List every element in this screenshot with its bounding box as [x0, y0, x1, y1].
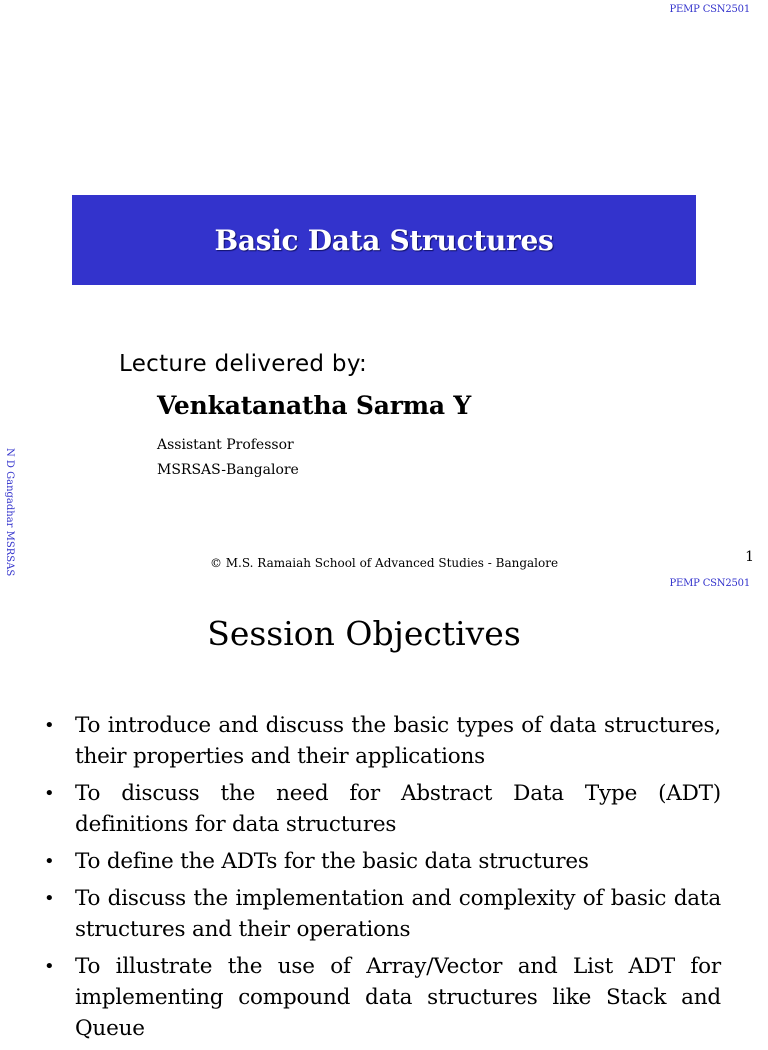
slide-title: Session Objectives	[207, 614, 521, 653]
objective-text: To discuss the need for Abstract Data Type (ADT) definitions for data structures	[75, 781, 721, 837]
objectives-list	[44, 710, 721, 1050]
bullet-icon: •	[44, 851, 55, 872]
list-item	[44, 951, 721, 1044]
list-item	[44, 846, 721, 877]
bullet-icon: •	[44, 783, 55, 804]
presenter-org: MSRSAS-Bangalore	[157, 462, 299, 478]
objective-text: To introduce and discuss the basic types of data structures, their properties and their applications	[75, 713, 721, 769]
title-banner	[72, 195, 696, 285]
lecture-label: Lecture delivered by:	[119, 351, 368, 377]
list-item	[44, 710, 721, 772]
list-item	[44, 778, 721, 840]
page-number: 1	[745, 549, 754, 565]
list-item	[44, 883, 721, 945]
bullet-icon: •	[44, 888, 55, 909]
copyright-notice: © M.S. Ramaiah School of Advanced Studies - Bangalore	[209, 556, 559, 570]
presenter-details	[157, 433, 299, 483]
bullet-icon: •	[44, 956, 55, 977]
slide-title: Basic Data Structures	[214, 223, 554, 257]
objective-text: To define the ADTs for the basic data structures	[75, 849, 589, 874]
objective-text: To discuss the implementation and complexity of basic data structures and their operations	[75, 886, 721, 942]
side-author-label: N D Gangadhar MSRSAS	[4, 448, 15, 577]
course-code: PEMP CSN2501	[669, 578, 750, 589]
objectives-slide	[0, 576, 768, 1041]
presenter-name: Venkatanatha Sarma Y	[157, 391, 472, 420]
course-code: PEMP CSN2501	[669, 4, 750, 15]
objective-text: To illustrate the use of Array/Vector and List ADT for implementing compound data structures like Stack and Queue	[75, 954, 721, 1041]
presenter-role: Assistant Professor	[157, 437, 294, 453]
bullet-icon: •	[44, 715, 55, 736]
